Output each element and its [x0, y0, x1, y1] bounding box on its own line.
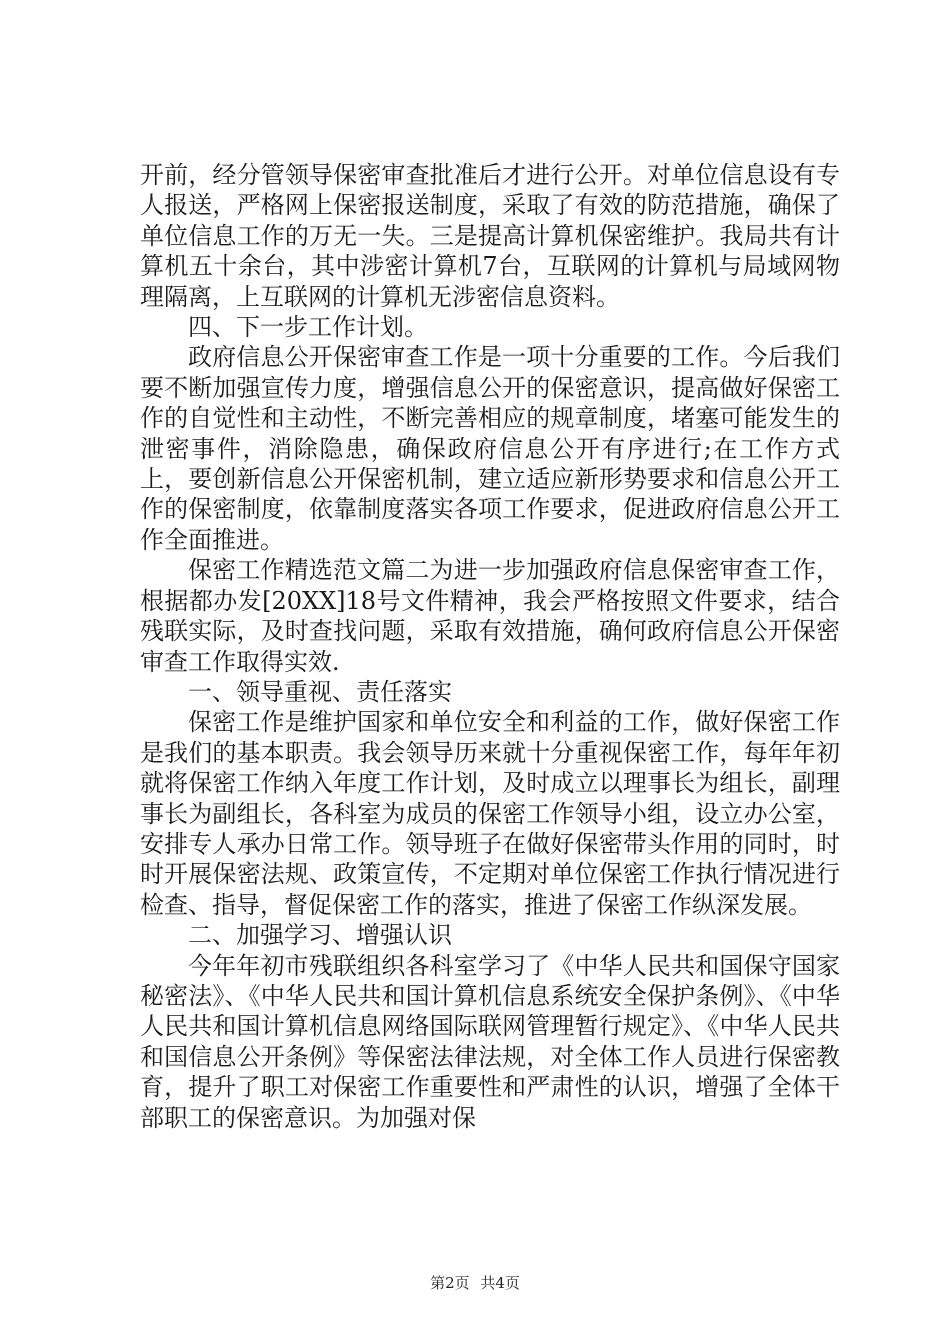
- section-heading-4: 四、下一步工作计划。: [188, 313, 428, 342]
- paragraph-5: 今年年初市残联组织各科室学习了《中华人民共和国保守国家秘密法》、《中华人民共和国计算机信息系统安全保护条例》、《中华人民共和国计算机信息网络国际联网管理暂行规定》、《中华人民共和国信息公开条例》等保密法律法规，对全体工作人员进行保密教育，提升了职工对保密工作重要性和严肃性的认识，增强了全体干部职工的保密意识。为加强对保: [140, 951, 840, 1132]
- paragraph-2: 政府信息公开保密审查工作是一项十分重要的工作。今后我们要不断加强宣传力度，增强信息公开的保密意识，提高做好保密工作的自觉性和主动性，不断完善相应的规章制度，堵塞可能发生的泄密事件，消除隐患，确保政府信息公开有序进行;在工作方式上，要创新信息公开保密机制，建立适应新形势要求和信息公开工作的保密制度，依靠制度落实各项工作要求，促进政府信息公开工作全面推进。: [140, 343, 840, 554]
- paragraph-3: 保密工作精选范文篇二为进一步加强政府信息保密审查工作，根据都办发[20XX]18号文件精神，我会严格按照文件要求，结合残联实际，及时查找问题，采取有效措施，确何政府信息公开保密审查工作取得实效.: [140, 556, 840, 676]
- section-heading-1: 一、领导重视、责任落实: [188, 677, 452, 706]
- paragraph-4: 保密工作是维护国家和单位安全和利益的工作，做好保密工作是我们的基本职责。我会领导历来就十分重视保密工作，每年年初就将保密工作纳入年度工作计划，及时成立以理事长为组长，副理事长为副组长，各科室为成员的保密工作领导小组，设立办公室，安排专人承办日常工作。领导班子在做好保密带头作用的同时，时时开展保密法规、政策宣传，不定期对单位保密工作执行情况进行检查、指导，督促保密工作的落实，推进了保密工作纵深发展。: [140, 708, 840, 919]
- page-number-footer: 第2页 共4页: [430, 1274, 520, 1292]
- paragraph-1: 开前，经分管领导保密审查批准后才进行公开。对单位信息设有专人报送，严格网上保密报送制度，采取了有效的防范措施，确保了单位信息工作的万无一失。三是提高计算机保密维护。我局共有计算机五十余台，其中涉密计算机7台，互联网的计算机与局域网物理隔离，上互联网的计算机无涉密信息资料。: [140, 161, 840, 311]
- section-heading-2: 二、加强学习、增强认识: [188, 921, 452, 950]
- document-body: [140, 160, 840, 1133]
